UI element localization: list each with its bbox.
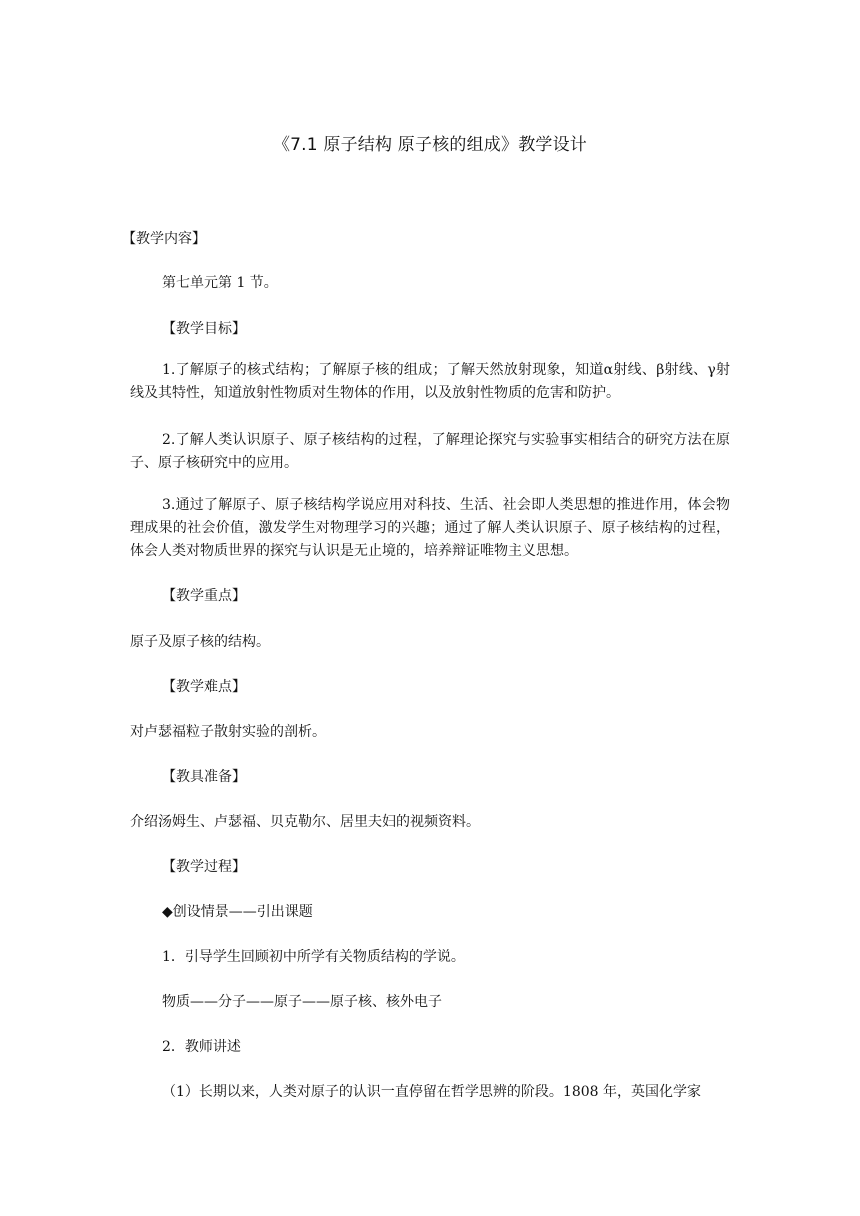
section-key-heading: 【教学重点】 — [162, 588, 246, 604]
section-tools-heading: 【教具准备】 — [162, 769, 246, 785]
goal-3: 3.通过了解原子、原子核结构学说应用对科技、生活、社会即人类思想的推进作用，体会物理成果的社会价值，激发学生对物理学习的兴趣；通过了解人类认识原子、原子核结构的过程，体会人类对物质世界的探究与认识是无止境的，培养辩证唯物主义思想。 — [130, 497, 730, 559]
key-text: 原子及原子核的结构。 — [130, 634, 270, 650]
content-text: 第七单元第 1 节。 — [162, 275, 278, 291]
section-goals-heading: 【教学目标】 — [162, 321, 246, 337]
section-content-heading: 【教学内容】 — [122, 231, 206, 247]
step-2: 2．教师讲述 — [162, 1039, 241, 1055]
section-difficulty-heading: 【教学难点】 — [162, 679, 246, 695]
structure-chain: 物质——分子——原子——原子核、核外电子 — [162, 994, 442, 1010]
step-2-1: （1）长期以来，人类对原子的认识一直停留在哲学思辨的阶段。1808 年，英国化学家 — [162, 1084, 701, 1100]
process-intro: ◆创设情景——引出课题 — [162, 904, 313, 920]
tools-text: 介绍汤姆生、卢瑟福、贝克勒尔、居里夫妇的视频资料。 — [130, 814, 480, 830]
document-title: 《7.1 原子结构 原子核的组成》教学设计 — [272, 135, 588, 155]
goal-2: 2.了解人类认识原子、原子核结构的过程，了解理论探究与实验事实相结合的研究方法在原子、原子核研究中的应用。 — [130, 432, 730, 471]
goal-1: 1.了解原子的核式结构；了解原子核的组成；了解天然放射现象，知道α射线、β射线、γ射线及其特性，知道放射性物质对生物体的作用，以及放射性物质的危害和防护。 — [130, 362, 730, 401]
difficulty-text: 对卢瑟福粒子散射实验的剖析。 — [130, 724, 326, 740]
section-process-heading: 【教学过程】 — [162, 859, 246, 875]
step-1: 1．引导学生回顾初中所学有关物质结构的学说。 — [162, 949, 465, 965]
